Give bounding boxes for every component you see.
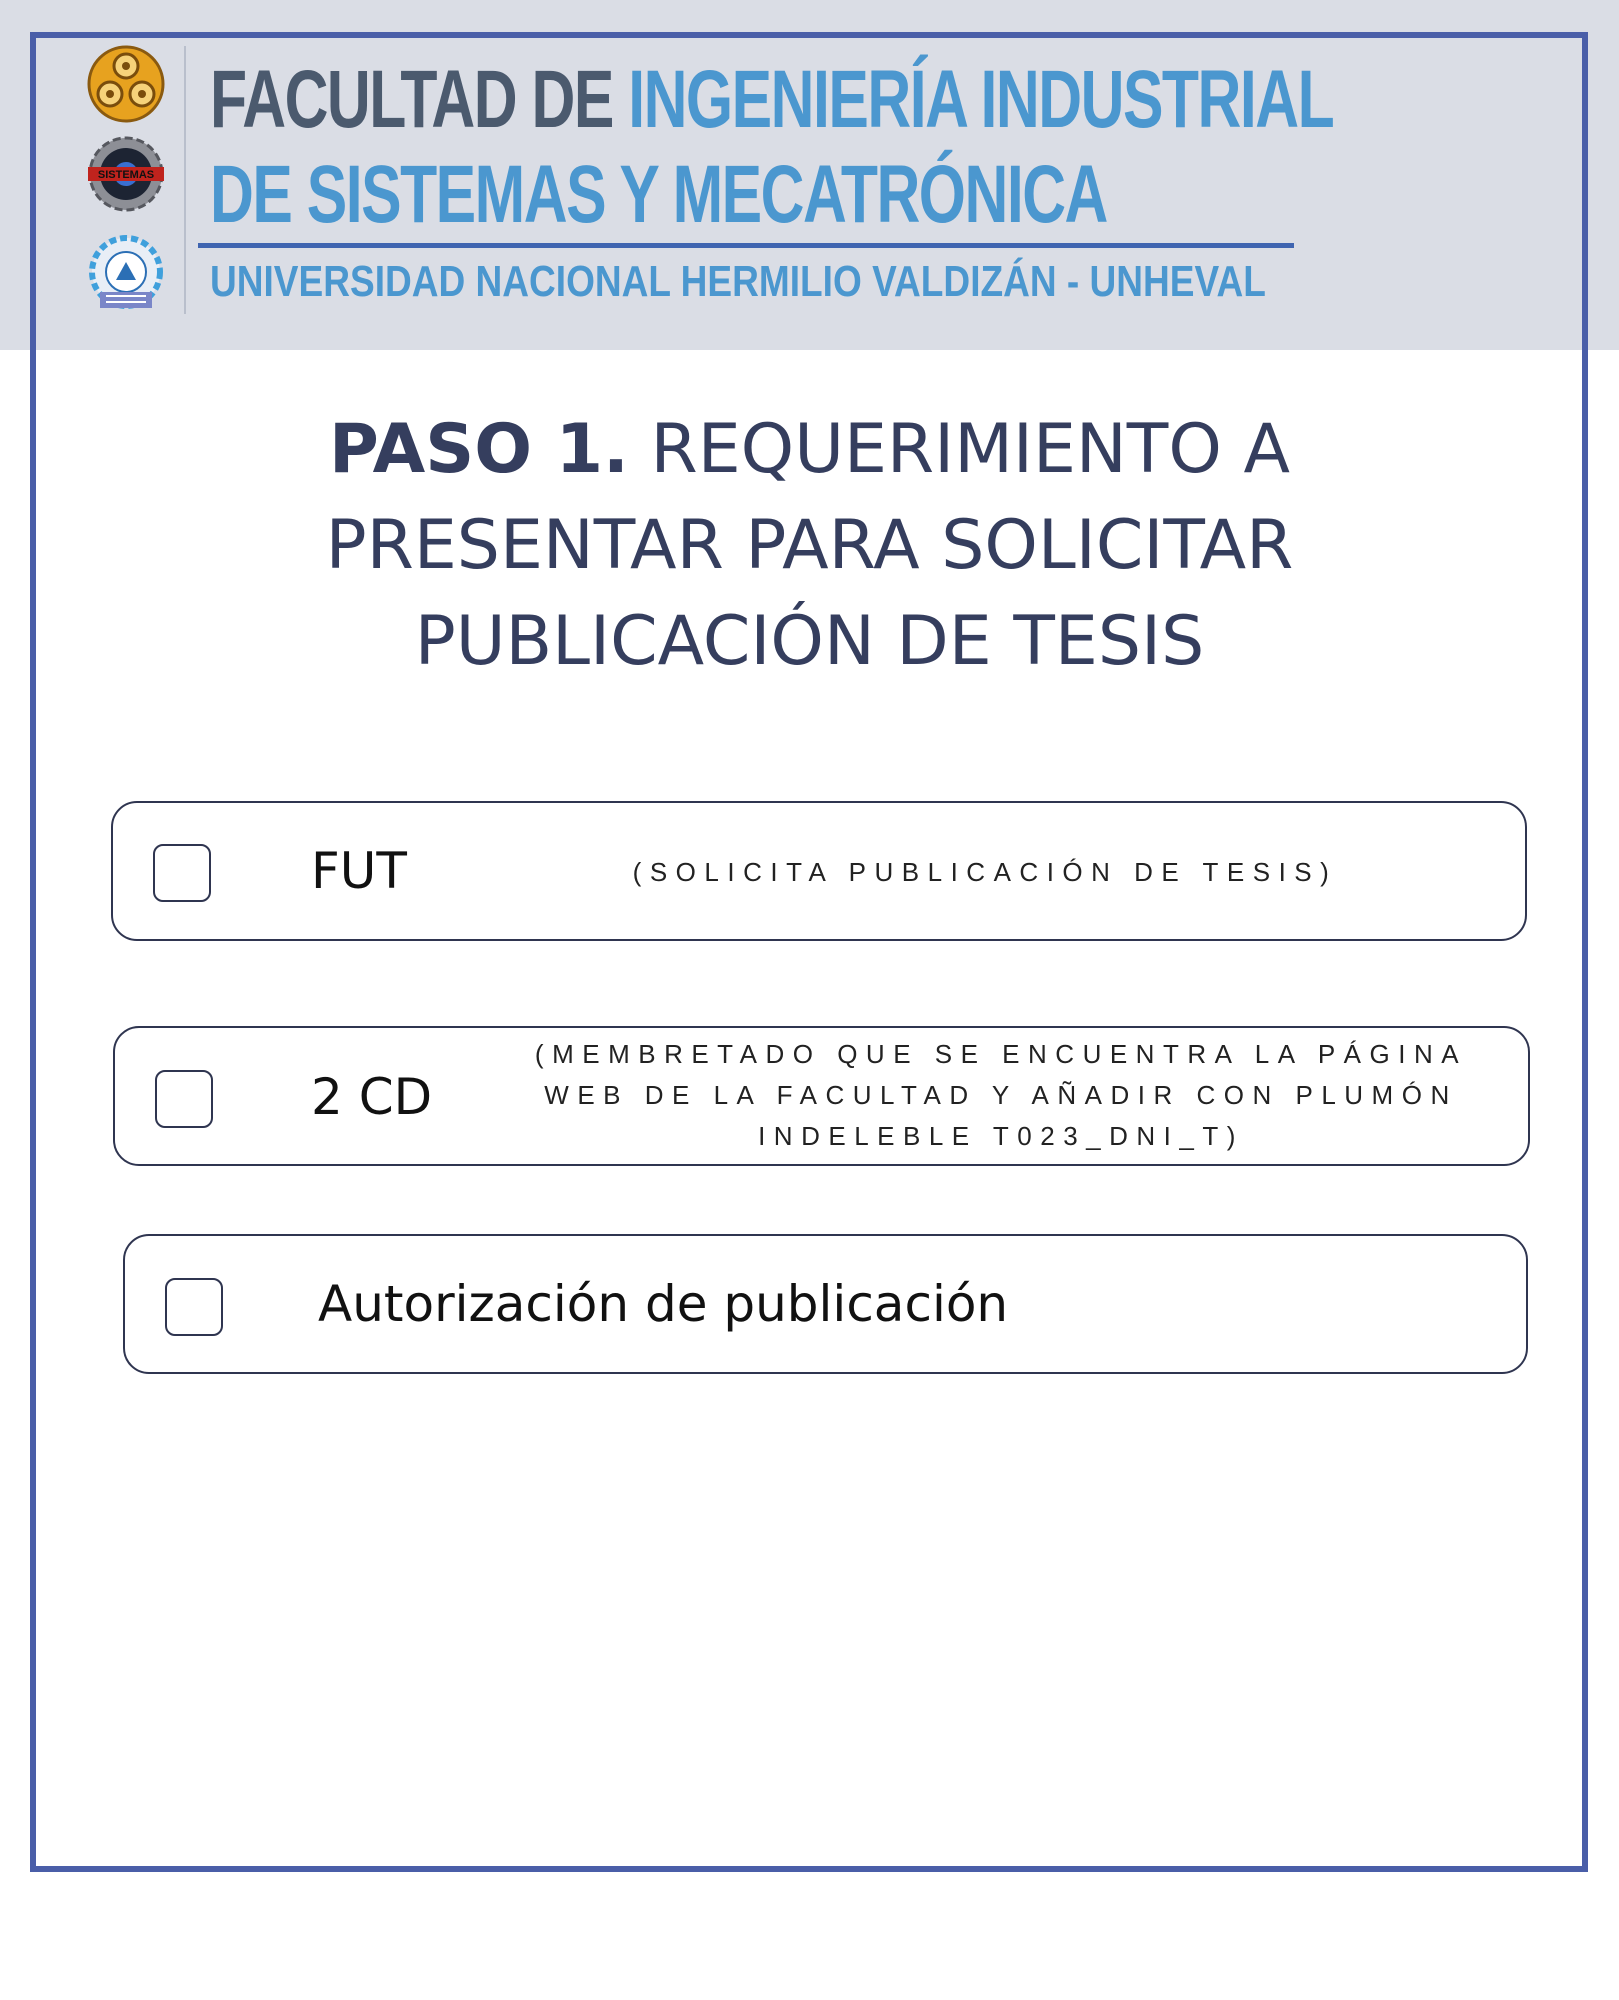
- faculty-title-line2: DE SISTEMAS Y MECATRÓNICA: [210, 149, 1107, 240]
- logo-stack: [82, 44, 172, 314]
- mecatronica-logo-icon: [86, 234, 166, 314]
- 2cd-checkbox[interactable]: [155, 1070, 213, 1128]
- gears-logo-icon: [86, 44, 166, 124]
- step-title-line1-rest: REQUERIMIENTO A: [628, 410, 1290, 489]
- fut-note: (SOLICITA PUBLICACIÓN DE TESIS): [632, 857, 1338, 887]
- requirement-2cd: [113, 1026, 1530, 1166]
- faculty-title-light: INGENIERÍA INDUSTRIAL: [628, 54, 1334, 145]
- header-rule: [198, 243, 1294, 248]
- autorizacion-label: Autorización de publicación: [318, 1275, 1009, 1333]
- requirement-fut: [111, 801, 1527, 941]
- sistemas-logo-icon: [86, 134, 166, 214]
- step-title-line3: PUBLICACIÓN DE TESIS: [414, 602, 1205, 681]
- step-title-line1: [0, 402, 1619, 498]
- requirement-autorizacion: [123, 1234, 1528, 1374]
- step-title-line2: PRESENTAR PARA SOLICITAR: [325, 506, 1294, 585]
- step-title: [0, 402, 1619, 690]
- 2cd-label: 2 CD: [311, 1068, 433, 1126]
- fut-label: FUT: [311, 842, 407, 900]
- step-prefix: PASO 1.: [329, 410, 629, 489]
- fut-checkbox[interactable]: [153, 844, 211, 902]
- page-frame: [30, 32, 1588, 1872]
- faculty-title-dark: FACULTAD DE: [210, 54, 629, 145]
- 2cd-note: (MEMBRETADO QUE SE ENCUENTRA LA PÁGINA WEB DE LA FACULTAD Y AÑADIR CON PLUMÓN INDELEBLE T023_DNI_T): [534, 1039, 1468, 1151]
- autorizacion-checkbox[interactable]: [165, 1278, 223, 1336]
- university-name: UNIVERSIDAD NACIONAL HERMILIO VALDIZÁN - UNHEVAL: [210, 257, 1266, 306]
- sistemas-logo-text: SISTEMAS: [97, 169, 155, 181]
- logo-divider: [184, 46, 186, 314]
- faculty-title-line1: [210, 55, 1333, 145]
